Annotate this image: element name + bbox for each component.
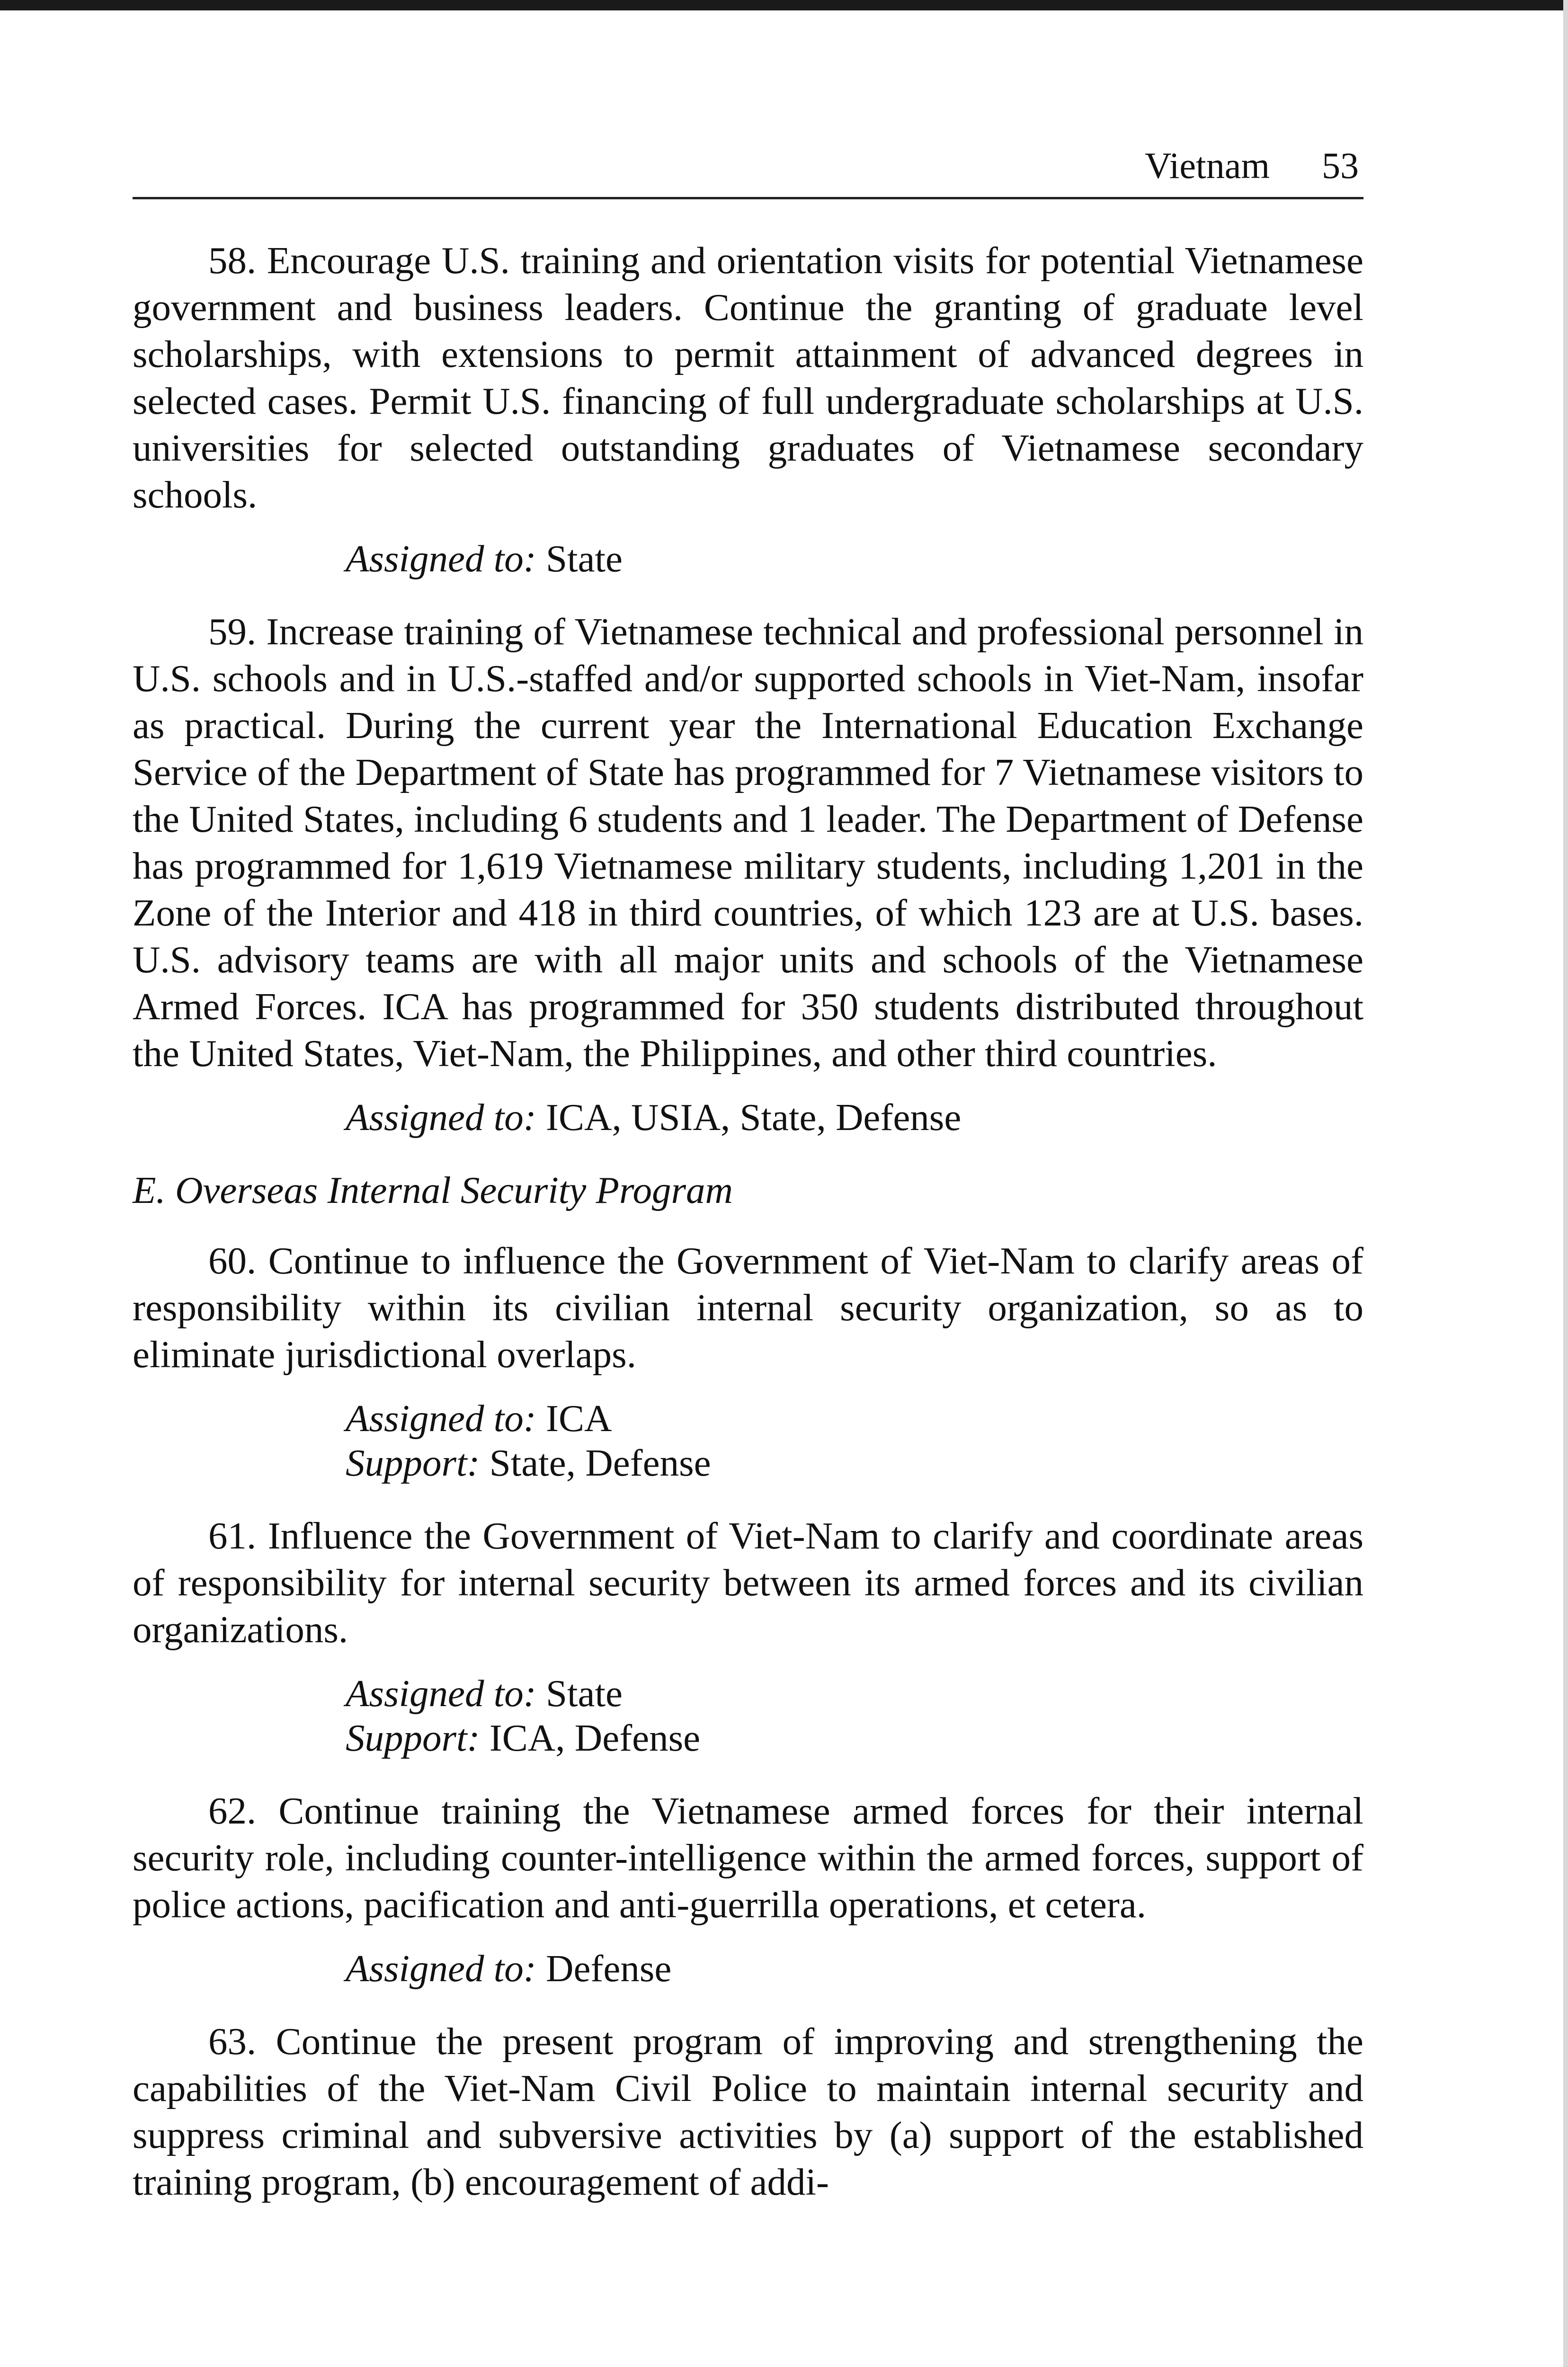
assigned-value: State xyxy=(536,1672,623,1715)
assigned-label: Assigned to: xyxy=(346,1397,536,1440)
paragraph-58: 58. Encourage U.S. training and orientation visits for potential Vietnamese government and business leaders. Continue the granting of graduate level scholarships, with extensions to permit attainment of advanced degrees in selected cases. Permit U.S. financing of full undergraduate scholarships at U.S. universities for selected outstanding graduates of Vietnamese secondary schools. xyxy=(133,239,1363,516)
assigned-label: Assigned to: xyxy=(346,537,536,580)
assigned-label: Assigned to: xyxy=(346,1096,536,1139)
book-page xyxy=(133,142,1363,2206)
assignment-60 xyxy=(346,1396,1363,1485)
support-value: ICA, Defense xyxy=(480,1717,701,1759)
assignment-61 xyxy=(346,1671,1363,1760)
paragraph-62: 62. Continue training the Vietnamese armed forces for their internal security role, including counter-intelligence within the armed forces, support of police actions, pacification and anti-guerrilla operations, et cetera. xyxy=(133,1789,1363,1926)
support-label: Support: xyxy=(346,1717,480,1759)
assigned-value: ICA, USIA, State, Defense xyxy=(536,1096,962,1139)
support-value: State, Defense xyxy=(480,1442,711,1484)
assigned-value: State xyxy=(536,537,623,580)
section-heading-e: E. Overseas Internal Security Program xyxy=(133,1169,733,1211)
assigned-line xyxy=(346,1946,1363,1991)
paragraph-60: 60. Continue to influence the Government of Viet-Nam to clarify areas of responsibility within its civilian internal security organization, so as to eliminate jurisdictional overlaps. xyxy=(133,1239,1363,1376)
page-right-edge xyxy=(1563,0,1568,2367)
page-top-border xyxy=(0,0,1568,10)
paragraph-61: 61. Influence the Government of Viet-Nam to clarify and coordinate areas of responsibility for internal security between its armed forces and its civilian organizations. xyxy=(133,1514,1363,1651)
assigned-line xyxy=(346,1671,1363,1716)
assignment-58 xyxy=(346,536,1363,581)
assignment-59 xyxy=(346,1095,1363,1139)
assigned-value: ICA xyxy=(536,1397,612,1440)
support-line xyxy=(346,1441,1363,1485)
page-content xyxy=(133,237,1363,2206)
support-line xyxy=(346,1716,1363,1760)
assigned-value: Defense xyxy=(536,1947,672,1990)
paragraph-59: 59. Increase training of Vietnamese technical and professional personnel in U.S. schools and in U.S.-staffed and/or supported schools in Viet-Nam, insofar as practical. During the current year the International Education Exchange Service of the Department of State has programmed for 7 Vietnamese visitors to the United States, including 6 students and 1 leader. The Department of Defense has programmed for 1,619 Vietnamese military students, including 1,201 in the Zone of the Interior and 418 in third countries, of which 123 are at U.S. bases. U.S. advisory teams are with all major units and schools of the Vietnamese Armed Forces. ICA has programmed for 350 students distributed throughout the United States, Viet-Nam, the Philippines, and other third countries. xyxy=(133,610,1363,1075)
assigned-label: Assigned to: xyxy=(346,1947,536,1990)
assignment-62 xyxy=(346,1946,1363,1991)
assigned-line xyxy=(346,536,1363,581)
support-label: Support: xyxy=(346,1442,480,1484)
running-header xyxy=(133,142,1363,199)
running-header-title: Vietnam xyxy=(1145,145,1270,186)
paragraph-63: 63. Continue the present program of improving and strengthening the capabilities of the Viet-Nam Civil Police to maintain internal security and suppress criminal and subversive activities by (a) support of the established training program, (b) encouragement of addi- xyxy=(133,2020,1363,2203)
assigned-label: Assigned to: xyxy=(346,1672,536,1715)
assigned-line xyxy=(346,1396,1363,1441)
page-number: 53 xyxy=(1322,145,1359,186)
assigned-line xyxy=(346,1095,1363,1139)
